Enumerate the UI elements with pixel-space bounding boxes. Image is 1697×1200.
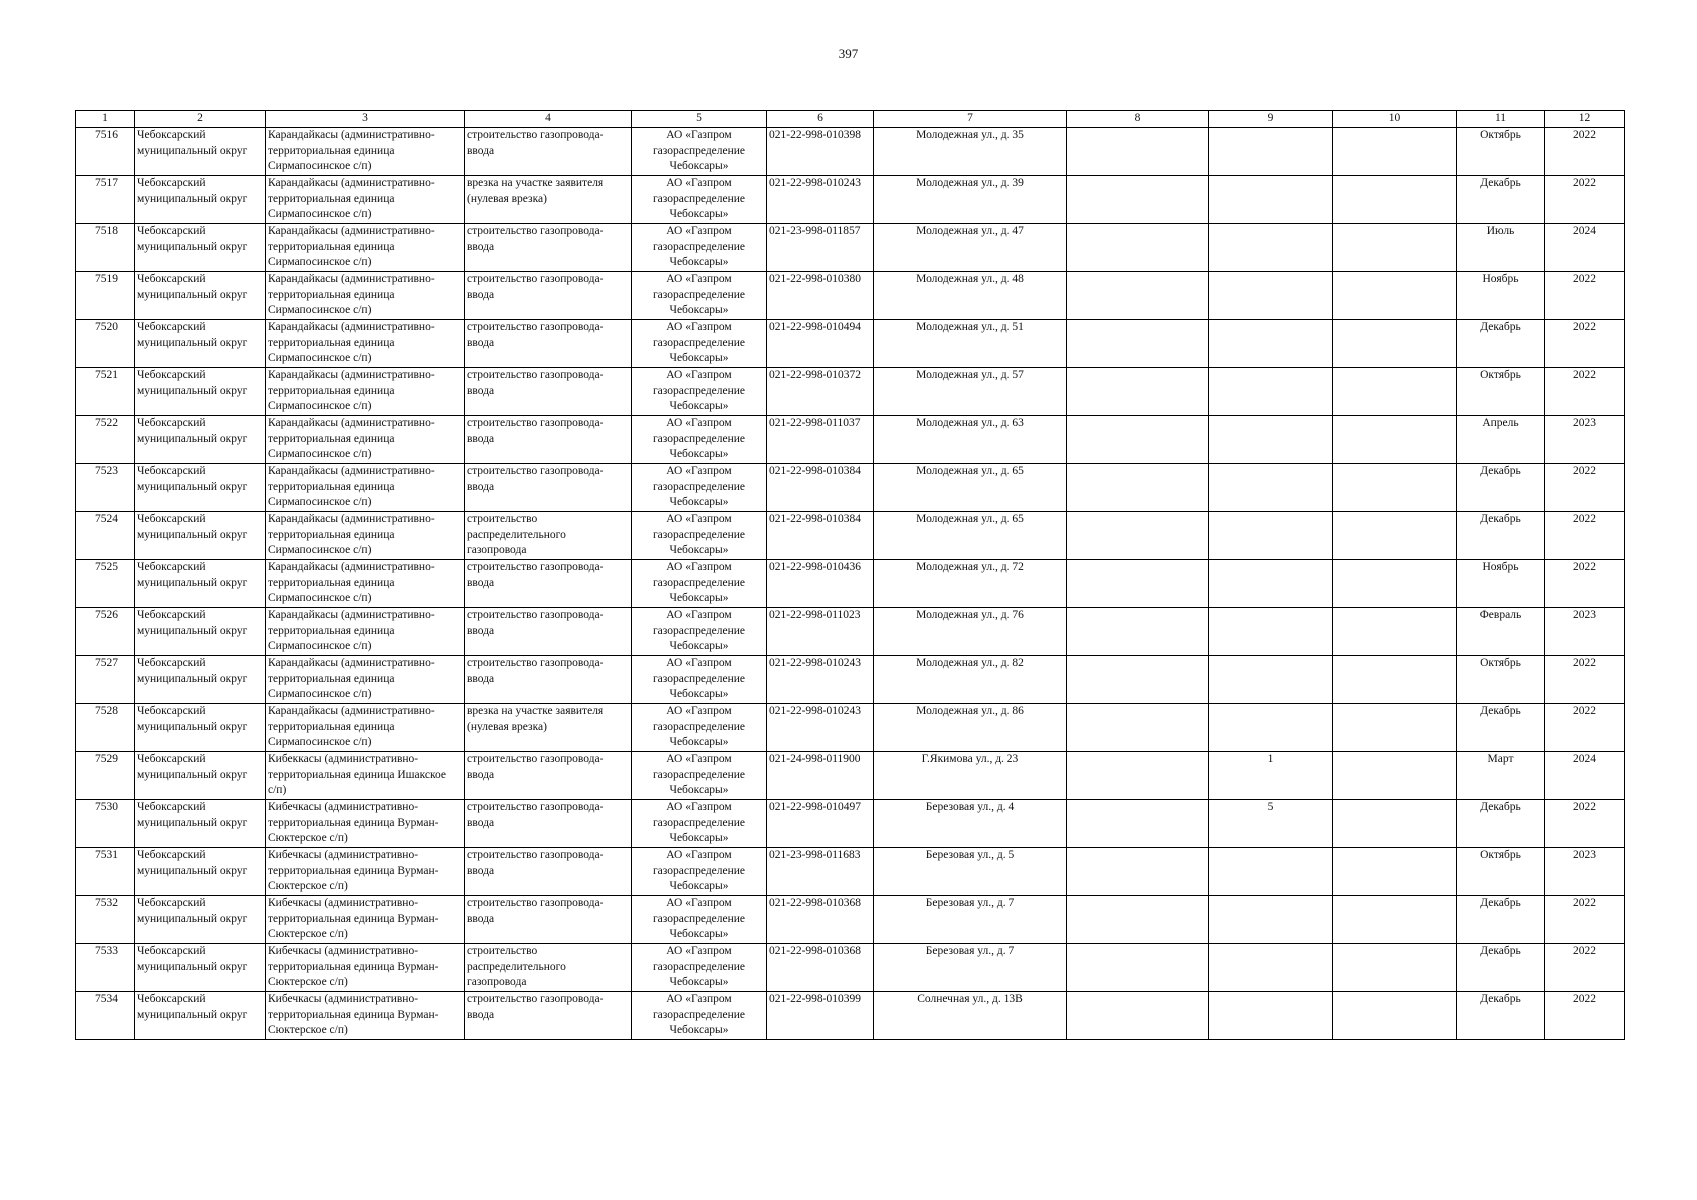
cell-year: 2022 [1545, 320, 1625, 368]
cell-year: 2022 [1545, 464, 1625, 512]
cell-year: 2023 [1545, 848, 1625, 896]
cell-col-10 [1333, 272, 1457, 320]
cell-col-8 [1067, 704, 1209, 752]
cell-col-9: 5 [1209, 800, 1333, 848]
cell-work-type: строительство газопровода- ввода [465, 368, 632, 416]
cell-col-9 [1209, 176, 1333, 224]
column-header: 7 [874, 111, 1067, 128]
cell-settlement: Карандайкасы (административно- территориальная единица Сирмапосинское с/п) [266, 224, 465, 272]
column-header: 6 [767, 111, 874, 128]
cell-municipality: Чебоксарский муниципальный округ [135, 512, 266, 560]
cell-col-10 [1333, 752, 1457, 800]
cell-col-10 [1333, 512, 1457, 560]
cell-address: Молодежная ул., д. 86 [874, 704, 1067, 752]
cell-organization: АО «Газпром газораспределение Чебоксары» [632, 464, 767, 512]
table-row [76, 800, 1625, 848]
cell-year: 2022 [1545, 560, 1625, 608]
cell-settlement: Кибеккасы (административно- территориальная единица Ишакское с/п) [266, 752, 465, 800]
cell-work-type: строительство газопровода- ввода [465, 224, 632, 272]
cell-settlement: Карандайкасы (административно- территориальная единица Сирмапосинское с/п) [266, 416, 465, 464]
cell-col-9 [1209, 512, 1333, 560]
cell-municipality: Чебоксарский муниципальный округ [135, 800, 266, 848]
cell-municipality: Чебоксарский муниципальный округ [135, 704, 266, 752]
column-header: 5 [632, 111, 767, 128]
cell-col-10 [1333, 896, 1457, 944]
table-row [76, 512, 1625, 560]
cell-organization: АО «Газпром газораспределение Чебоксары» [632, 368, 767, 416]
cell-col-8 [1067, 800, 1209, 848]
cell-col-9 [1209, 848, 1333, 896]
table-row [76, 944, 1625, 992]
cell-month: Декабрь [1457, 800, 1545, 848]
cell-row-number: 7516 [76, 128, 135, 176]
cell-col-10 [1333, 224, 1457, 272]
cell-work-type: врезка на участке заявителя (нулевая врезка) [465, 176, 632, 224]
cell-year: 2022 [1545, 656, 1625, 704]
table-row [76, 608, 1625, 656]
column-header: 1 [76, 111, 135, 128]
cell-municipality: Чебоксарский муниципальный округ [135, 320, 266, 368]
cell-address: Молодежная ул., д. 35 [874, 128, 1067, 176]
cell-address: Молодежная ул., д. 65 [874, 464, 1067, 512]
cell-col-9 [1209, 992, 1333, 1040]
cell-organization: АО «Газпром газораспределение Чебоксары» [632, 944, 767, 992]
cell-col-9 [1209, 896, 1333, 944]
cell-month: Апрель [1457, 416, 1545, 464]
cell-address: Молодежная ул., д. 39 [874, 176, 1067, 224]
cell-year: 2023 [1545, 416, 1625, 464]
cell-settlement: Карандайкасы (административно- территориальная единица Сирмапосинское с/п) [266, 512, 465, 560]
cell-application-number: 021-22-998-010368 [767, 896, 874, 944]
cell-col-8 [1067, 224, 1209, 272]
cell-year: 2024 [1545, 752, 1625, 800]
cell-year: 2023 [1545, 608, 1625, 656]
cell-col-10 [1333, 416, 1457, 464]
cell-col-8 [1067, 416, 1209, 464]
cell-year: 2022 [1545, 272, 1625, 320]
cell-col-10 [1333, 320, 1457, 368]
cell-settlement: Карандайкасы (административно- территориальная единица Сирмапосинское с/п) [266, 656, 465, 704]
cell-application-number: 021-22-998-010368 [767, 944, 874, 992]
cell-col-8 [1067, 944, 1209, 992]
cell-month: Октябрь [1457, 656, 1545, 704]
cell-month: Декабрь [1457, 992, 1545, 1040]
cell-col-10 [1333, 848, 1457, 896]
cell-address: Молодежная ул., д. 63 [874, 416, 1067, 464]
cell-year: 2022 [1545, 128, 1625, 176]
column-header: 3 [266, 111, 465, 128]
table-row [76, 176, 1625, 224]
cell-month: Декабрь [1457, 176, 1545, 224]
cell-work-type: строительство газопровода- ввода [465, 560, 632, 608]
cell-col-8 [1067, 656, 1209, 704]
cell-settlement: Кибечкасы (административно- территориальная единица Вурман- Сюктерское с/п) [266, 944, 465, 992]
cell-application-number: 021-23-998-011683 [767, 848, 874, 896]
cell-row-number: 7524 [76, 512, 135, 560]
cell-address: Березовая ул., д. 7 [874, 944, 1067, 992]
column-header: 8 [1067, 111, 1209, 128]
cell-address: Березовая ул., д. 5 [874, 848, 1067, 896]
cell-year: 2022 [1545, 704, 1625, 752]
cell-application-number: 021-22-998-010436 [767, 560, 874, 608]
cell-col-8 [1067, 464, 1209, 512]
cell-organization: АО «Газпром газораспределение Чебоксары» [632, 272, 767, 320]
cell-month: Декабрь [1457, 320, 1545, 368]
cell-col-10 [1333, 800, 1457, 848]
cell-col-9 [1209, 560, 1333, 608]
cell-col-9 [1209, 656, 1333, 704]
cell-col-8 [1067, 272, 1209, 320]
cell-work-type: строительство газопровода- ввода [465, 800, 632, 848]
cell-organization: АО «Газпром газораспределение Чебоксары» [632, 992, 767, 1040]
cell-address: Молодежная ул., д. 65 [874, 512, 1067, 560]
cell-organization: АО «Газпром газораспределение Чебоксары» [632, 224, 767, 272]
cell-application-number: 021-23-998-011857 [767, 224, 874, 272]
cell-work-type: строительство газопровода- ввода [465, 608, 632, 656]
cell-address: Молодежная ул., д. 82 [874, 656, 1067, 704]
column-number-header-row [76, 111, 1625, 128]
table-row [76, 368, 1625, 416]
cell-month: Февраль [1457, 608, 1545, 656]
cell-col-9 [1209, 128, 1333, 176]
cell-row-number: 7530 [76, 800, 135, 848]
cell-month: Декабрь [1457, 944, 1545, 992]
cell-settlement: Карандайкасы (административно- территориальная единица Сирмапосинское с/п) [266, 176, 465, 224]
cell-address: Березовая ул., д. 7 [874, 896, 1067, 944]
cell-address: Березовая ул., д. 4 [874, 800, 1067, 848]
cell-organization: АО «Газпром газораспределение Чебоксары» [632, 800, 767, 848]
cell-row-number: 7521 [76, 368, 135, 416]
cell-municipality: Чебоксарский муниципальный округ [135, 992, 266, 1040]
cell-col-10 [1333, 368, 1457, 416]
cell-row-number: 7533 [76, 944, 135, 992]
cell-month: Декабрь [1457, 464, 1545, 512]
cell-settlement: Карандайкасы (административно- территориальная единица Сирмапосинское с/п) [266, 704, 465, 752]
cell-organization: АО «Газпром газораспределение Чебоксары» [632, 512, 767, 560]
cell-month: Октябрь [1457, 368, 1545, 416]
cell-organization: АО «Газпром газораспределение Чебоксары» [632, 704, 767, 752]
table-row [76, 992, 1625, 1040]
cell-col-9: 1 [1209, 752, 1333, 800]
cell-municipality: Чебоксарский муниципальный округ [135, 608, 266, 656]
cell-row-number: 7531 [76, 848, 135, 896]
cell-work-type: строительство распределительного газопровода [465, 512, 632, 560]
table-row [76, 224, 1625, 272]
cell-col-8 [1067, 752, 1209, 800]
cell-row-number: 7532 [76, 896, 135, 944]
cell-col-8 [1067, 368, 1209, 416]
cell-settlement: Кибечкасы (административно- территориальная единица Вурман- Сюктерское с/п) [266, 992, 465, 1040]
cell-municipality: Чебоксарский муниципальный округ [135, 944, 266, 992]
cell-col-9 [1209, 944, 1333, 992]
cell-municipality: Чебоксарский муниципальный округ [135, 464, 266, 512]
cell-col-8 [1067, 848, 1209, 896]
cell-month: Ноябрь [1457, 272, 1545, 320]
table-row [76, 896, 1625, 944]
cell-organization: АО «Газпром газораспределение Чебоксары» [632, 128, 767, 176]
cell-col-10 [1333, 944, 1457, 992]
cell-application-number: 021-22-998-011037 [767, 416, 874, 464]
cell-col-9 [1209, 224, 1333, 272]
cell-application-number: 021-22-998-010494 [767, 320, 874, 368]
cell-col-10 [1333, 656, 1457, 704]
column-header: 4 [465, 111, 632, 128]
table-row [76, 464, 1625, 512]
cell-work-type: строительство газопровода- ввода [465, 464, 632, 512]
cell-municipality: Чебоксарский муниципальный округ [135, 176, 266, 224]
cell-col-9 [1209, 416, 1333, 464]
cell-address: Молодежная ул., д. 51 [874, 320, 1067, 368]
table-row [76, 128, 1625, 176]
gasification-register-table [75, 110, 1625, 1040]
cell-col-8 [1067, 176, 1209, 224]
cell-application-number: 021-22-998-010243 [767, 656, 874, 704]
cell-organization: АО «Газпром газораспределение Чебоксары» [632, 416, 767, 464]
table-row [76, 704, 1625, 752]
cell-organization: АО «Газпром газораспределение Чебоксары» [632, 608, 767, 656]
cell-row-number: 7527 [76, 656, 135, 704]
cell-work-type: строительство газопровода- ввода [465, 752, 632, 800]
cell-work-type: строительство газопровода- ввода [465, 416, 632, 464]
cell-row-number: 7517 [76, 176, 135, 224]
cell-organization: АО «Газпром газораспределение Чебоксары» [632, 656, 767, 704]
cell-work-type: строительство газопровода- ввода [465, 848, 632, 896]
column-header: 9 [1209, 111, 1333, 128]
cell-work-type: врезка на участке заявителя (нулевая врезка) [465, 704, 632, 752]
cell-row-number: 7526 [76, 608, 135, 656]
cell-application-number: 021-22-998-011023 [767, 608, 874, 656]
cell-work-type: строительство газопровода- ввода [465, 272, 632, 320]
table-row [76, 560, 1625, 608]
cell-row-number: 7525 [76, 560, 135, 608]
table-row [76, 416, 1625, 464]
cell-col-8 [1067, 320, 1209, 368]
cell-month: Октябрь [1457, 128, 1545, 176]
cell-col-9 [1209, 320, 1333, 368]
column-header: 10 [1333, 111, 1457, 128]
cell-application-number: 021-22-998-010398 [767, 128, 874, 176]
cell-settlement: Кибечкасы (административно- территориальная единица Вурман- Сюктерское с/п) [266, 848, 465, 896]
cell-year: 2024 [1545, 224, 1625, 272]
cell-month: Декабрь [1457, 704, 1545, 752]
cell-settlement: Карандайкасы (административно- территориальная единица Сирмапосинское с/п) [266, 464, 465, 512]
cell-col-8 [1067, 992, 1209, 1040]
cell-col-8 [1067, 896, 1209, 944]
cell-organization: АО «Газпром газораспределение Чебоксары» [632, 560, 767, 608]
cell-row-number: 7522 [76, 416, 135, 464]
cell-year: 2022 [1545, 896, 1625, 944]
cell-organization: АО «Газпром газораспределение Чебоксары» [632, 848, 767, 896]
cell-col-8 [1067, 560, 1209, 608]
cell-row-number: 7519 [76, 272, 135, 320]
cell-municipality: Чебоксарский муниципальный округ [135, 560, 266, 608]
cell-work-type: строительство газопровода- ввода [465, 896, 632, 944]
cell-settlement: Карандайкасы (административно- территориальная единица Сирмапосинское с/п) [266, 608, 465, 656]
page-number: 397 [838, 46, 859, 61]
cell-row-number: 7534 [76, 992, 135, 1040]
cell-settlement: Карандайкасы (административно- территориальная единица Сирмапосинское с/п) [266, 560, 465, 608]
cell-address: Молодежная ул., д. 47 [874, 224, 1067, 272]
cell-row-number: 7518 [76, 224, 135, 272]
cell-municipality: Чебоксарский муниципальный округ [135, 416, 266, 464]
table-row [76, 272, 1625, 320]
cell-settlement: Карандайкасы (административно- территориальная единица Сирмапосинское с/п) [266, 368, 465, 416]
cell-col-10 [1333, 464, 1457, 512]
cell-row-number: 7529 [76, 752, 135, 800]
cell-col-9 [1209, 608, 1333, 656]
cell-col-8 [1067, 608, 1209, 656]
cell-municipality: Чебоксарский муниципальный округ [135, 224, 266, 272]
cell-col-10 [1333, 992, 1457, 1040]
table-row [76, 320, 1625, 368]
cell-municipality: Чебоксарский муниципальный округ [135, 752, 266, 800]
column-header: 12 [1545, 111, 1625, 128]
cell-row-number: 7523 [76, 464, 135, 512]
cell-work-type: строительство газопровода- ввода [465, 992, 632, 1040]
table-row [76, 848, 1625, 896]
cell-municipality: Чебоксарский муниципальный округ [135, 368, 266, 416]
cell-col-9 [1209, 368, 1333, 416]
cell-address: Солнечная ул., д. 13В [874, 992, 1067, 1040]
cell-col-8 [1067, 128, 1209, 176]
cell-month: Октябрь [1457, 848, 1545, 896]
cell-col-10 [1333, 704, 1457, 752]
cell-work-type: строительство газопровода- ввода [465, 128, 632, 176]
cell-col-10 [1333, 560, 1457, 608]
cell-work-type: строительство газопровода- ввода [465, 656, 632, 704]
cell-work-type: строительство газопровода- ввода [465, 320, 632, 368]
cell-settlement: Кибечкасы (административно- территориальная единица Вурман- Сюктерское с/п) [266, 800, 465, 848]
cell-application-number: 021-22-998-010497 [767, 800, 874, 848]
cell-month: Июль [1457, 224, 1545, 272]
cell-month: Март [1457, 752, 1545, 800]
cell-row-number: 7520 [76, 320, 135, 368]
cell-col-10 [1333, 128, 1457, 176]
cell-year: 2022 [1545, 944, 1625, 992]
cell-application-number: 021-22-998-010399 [767, 992, 874, 1040]
cell-application-number: 021-22-998-010243 [767, 704, 874, 752]
cell-municipality: Чебоксарский муниципальный округ [135, 896, 266, 944]
table-row [76, 656, 1625, 704]
cell-application-number: 021-22-998-010384 [767, 512, 874, 560]
cell-year: 2022 [1545, 368, 1625, 416]
cell-col-10 [1333, 176, 1457, 224]
cell-organization: АО «Газпром газораспределение Чебоксары» [632, 176, 767, 224]
cell-application-number: 021-22-998-010380 [767, 272, 874, 320]
cell-municipality: Чебоксарский муниципальный округ [135, 272, 266, 320]
cell-address: Молодежная ул., д. 48 [874, 272, 1067, 320]
cell-organization: АО «Газпром газораспределение Чебоксары» [632, 896, 767, 944]
cell-address: Молодежная ул., д. 57 [874, 368, 1067, 416]
table-row [76, 752, 1625, 800]
cell-month: Декабрь [1457, 896, 1545, 944]
cell-municipality: Чебоксарский муниципальный округ [135, 128, 266, 176]
cell-settlement: Карандайкасы (административно- территориальная единица Сирмапосинское с/п) [266, 272, 465, 320]
cell-col-9 [1209, 704, 1333, 752]
cell-organization: АО «Газпром газораспределение Чебоксары» [632, 752, 767, 800]
cell-col-8 [1067, 512, 1209, 560]
column-header: 2 [135, 111, 266, 128]
cell-settlement: Карандайкасы (административно- территориальная единица Сирмапосинское с/п) [266, 320, 465, 368]
cell-settlement: Кибечкасы (административно- территориальная единица Вурман- Сюктерское с/п) [266, 896, 465, 944]
cell-municipality: Чебоксарский муниципальный округ [135, 656, 266, 704]
cell-application-number: 021-22-998-010243 [767, 176, 874, 224]
cell-col-9 [1209, 272, 1333, 320]
cell-application-number: 021-22-998-010372 [767, 368, 874, 416]
cell-application-number: 021-22-998-010384 [767, 464, 874, 512]
cell-address: Г.Якимова ул., д. 23 [874, 752, 1067, 800]
cell-year: 2022 [1545, 512, 1625, 560]
cell-municipality: Чебоксарский муниципальный округ [135, 848, 266, 896]
cell-year: 2022 [1545, 800, 1625, 848]
cell-address: Молодежная ул., д. 76 [874, 608, 1067, 656]
cell-work-type: строительство распределительного газопровода [465, 944, 632, 992]
cell-col-9 [1209, 464, 1333, 512]
cell-year: 2022 [1545, 992, 1625, 1040]
column-header: 11 [1457, 111, 1545, 128]
cell-settlement: Карандайкасы (административно- территориальная единица Сирмапосинское с/п) [266, 128, 465, 176]
cell-row-number: 7528 [76, 704, 135, 752]
cell-month: Декабрь [1457, 512, 1545, 560]
cell-address: Молодежная ул., д. 72 [874, 560, 1067, 608]
cell-month: Ноябрь [1457, 560, 1545, 608]
cell-application-number: 021-24-998-011900 [767, 752, 874, 800]
cell-col-10 [1333, 608, 1457, 656]
cell-year: 2022 [1545, 176, 1625, 224]
cell-organization: АО «Газпром газораспределение Чебоксары» [632, 320, 767, 368]
